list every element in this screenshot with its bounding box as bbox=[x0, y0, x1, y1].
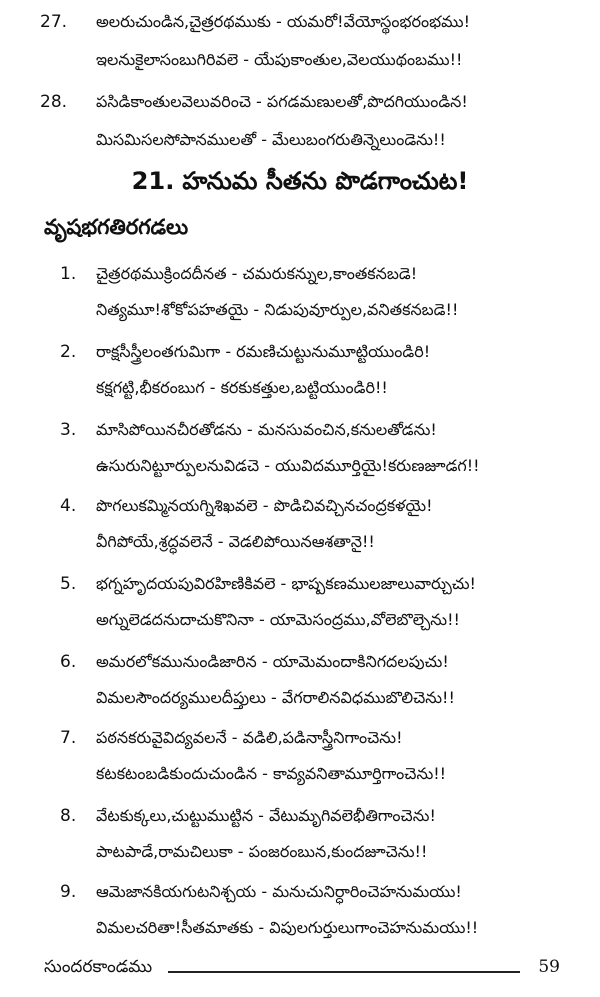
verse-number: 8. bbox=[60, 806, 77, 826]
meter-subheading: వృషభగతిరగడలు bbox=[44, 215, 189, 239]
verse-number: 27. bbox=[40, 12, 68, 32]
verse-line: మిసమిసలసోపానములతో - మేలుబంగరుతిన్నెలుండెను!! bbox=[96, 130, 446, 149]
verse-line: పఠనకరువైవిద్యవలనే - వడిలి,పడినాస్త్రీనిగాంచెను! bbox=[96, 728, 403, 747]
verse-number: 6. bbox=[60, 652, 77, 672]
verse-line: చైత్రరథముక్రిందదీనత - చమరుకన్నుల,కాంతకనబడె! bbox=[96, 264, 418, 283]
verse-line: ఉసురునిట్టూర్పులనువిడచె - యువిదమూర్తియై!కరుణజూడగ!! bbox=[96, 456, 480, 475]
verse-line: పొగలుకమ్మినయగ్నిశిఖవలె - పొడిచివచ్చినచంద్రకళయై! bbox=[96, 496, 433, 515]
verse-line: కక్షగట్టి,భీకరంబుగ - కరకుకత్తుల,బట్టియుండిరి!! bbox=[96, 378, 388, 397]
verse-line: వీగిపోయే,శ్రద్ధవలెనే - వెడలిపోయినఆశతానై!! bbox=[96, 532, 375, 551]
section-heading bbox=[0, 164, 600, 198]
verse-number: 28. bbox=[40, 92, 68, 112]
verse-line: మాసిపోయినచీరతోడను - మనసువంచిన,కనులతోడను! bbox=[96, 420, 437, 439]
verse-line: ఇలనుకైలాసంబుగిరివలె - యేపుకాంతుల,వెలయుథంబము!! bbox=[96, 50, 463, 69]
verse-number: 9. bbox=[60, 882, 77, 902]
verse-line: వేటకుక్కలు,చుట్టుముట్టిన - వేటుమృగివలెభీతిగాంచెను! bbox=[96, 806, 436, 825]
verse-number: 1. bbox=[60, 264, 77, 284]
verse-number: 2. bbox=[60, 342, 77, 362]
verse-line: రాక్షసీస్త్రీలంతగుమిగా - రమణిచుట్టునుమూట్టియుండిరి! bbox=[96, 342, 431, 361]
verse-line: విమలచరితా!సీతమాతకు - విపులగుర్తులుగాంచెహనుమయు!! bbox=[96, 918, 479, 937]
verse-number: 4. bbox=[60, 496, 77, 516]
verse-number: 7. bbox=[60, 728, 77, 748]
section-title: హనుమ సీతను పొడగాంచుట! bbox=[182, 167, 469, 195]
book-title: సుందరకాండము bbox=[44, 957, 153, 977]
footer-rule bbox=[168, 971, 520, 973]
verse-number: 3. bbox=[60, 420, 77, 440]
verse-number: 5. bbox=[60, 574, 77, 594]
verse-line: అగ్నులెడదనుదాచుకొనినా - యామెసంద్రము,వోలెబొల్చెను!! bbox=[96, 610, 460, 629]
verse-line: ఆమెజానకియగుటనిశ్చయ - మనుచునిర్ధారించెహనుమయు! bbox=[96, 882, 462, 901]
verse-line: పాటపాడే,రామచిలుకా - పంజరంబున,కుందజూచెను!! bbox=[96, 842, 428, 861]
page-number: 59 bbox=[538, 957, 560, 977]
verse-line: నిత్యమూ!శోకోపహతయై - నిడుపువూర్పుల,వనితకనబడె!! bbox=[96, 300, 459, 319]
verse-line: అలరుచుండిన,చైత్రరథముకు - యమరో!వేయోస్థంభరంభము! bbox=[96, 12, 471, 31]
section-number: 21. bbox=[131, 167, 175, 195]
verse-line: భగ్నహృదయపువిరహిణికివలె - భాష్పకణములజాలువార్చుచు! bbox=[96, 574, 476, 593]
verse-line: విమలసౌందర్యములదీప్తులు - వేగరాలినవిధముబొలిచెను!! bbox=[96, 688, 455, 707]
verse-line: పసిడికాంతులవెలువరించె - పగడమణులతో,పొదగియుండిన! bbox=[96, 92, 468, 111]
page-footer bbox=[44, 954, 560, 980]
verse-line: కటకటంబడికుందుచుండిన - కావ్యవనితామూర్తిగాంచెను!! bbox=[96, 764, 447, 783]
verse-line: అమరలోకమునుండిజారిన - యామెమందాకినిగదలపుచు! bbox=[96, 652, 449, 671]
